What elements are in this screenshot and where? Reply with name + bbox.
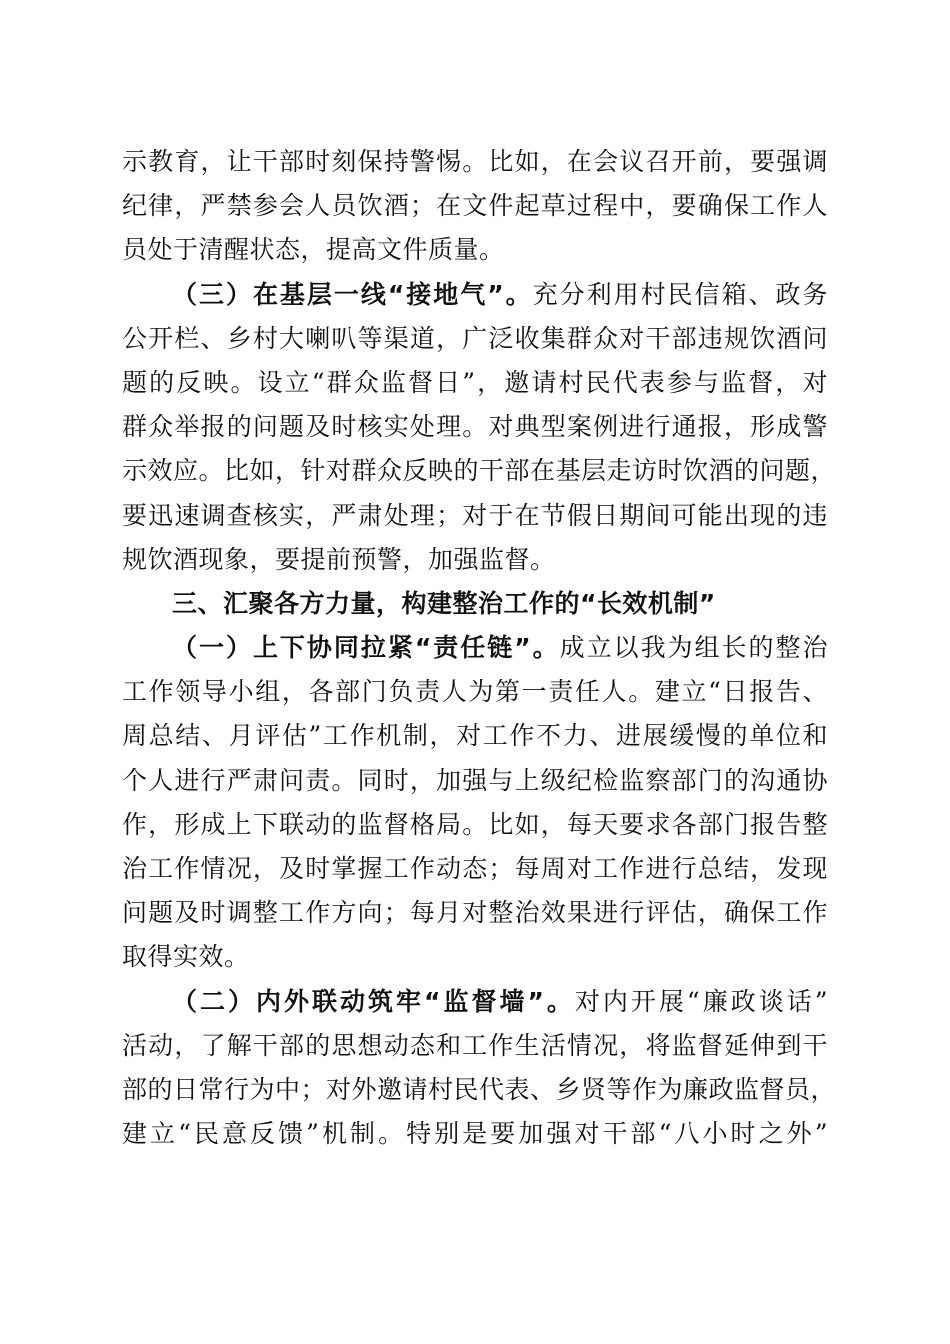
text-line: 规饮酒现象，要提前预警，加强监督。 — [122, 544, 556, 574]
text-line — [122, 626, 828, 670]
text-span: 对内开展“廉政谈话” — [574, 986, 828, 1016]
section-heading: 三、汇聚各方力量，构建整治工作的“长效机制” — [172, 588, 716, 618]
text-line: 群众举报的问题及时核实处理。对典型案例进行通报，形成警 — [122, 412, 828, 442]
paragraph — [122, 273, 837, 582]
text-line: 工作领导小组，各部门负责人为第一责任人。建立“日报告、 — [122, 677, 828, 707]
text-line: 问题及时调整工作方向；每月对整治效果进行评估，确保工作 — [122, 898, 828, 928]
text-line — [122, 980, 828, 1024]
paragraph-lead: （二）内外联动筑牢“监督墙”。 — [172, 986, 575, 1016]
text-line: 取得实效。 — [122, 942, 250, 972]
text-line: 周总结、月评估”工作机制，对工作不力、进展缓慢的单位和 — [122, 721, 828, 751]
text-line: 个人进行严肃问责。同时，加强与上级纪检监察部门的沟通协 — [122, 765, 828, 795]
paragraph-lead: （一）上下协同拉紧“责任链”。 — [172, 633, 560, 663]
text-line: 题的反映。设立“群众监督日”，邀请村民代表参与监督，对 — [122, 367, 828, 397]
text-line: 部的日常行为中；对外邀请村民代表、乡贤等作为廉政监督员， — [122, 1074, 837, 1104]
text-line: 作，形成上下联动的监督格局。比如，每天要求各部门报告整 — [122, 809, 828, 839]
paragraph — [122, 626, 828, 980]
text-line: 建立“民意反馈”机制。特别是要加强对干部“八小时之外” — [122, 1119, 828, 1149]
paragraph-lead: （三）在基层一线“接地气”。 — [172, 279, 533, 309]
document-body — [122, 140, 837, 1156]
text-line: 示教育，让干部时刻保持警惕。比如，在会议召开前，要强调 — [122, 147, 828, 176]
text-line: 治工作情况，及时掌握工作动态；每周对工作进行总结，发现 — [122, 854, 828, 883]
text-line: 示效应。比如，针对群众反映的干部在基层走访时饮酒的问题， — [122, 456, 837, 486]
text-span: 充分利用村民信箱、政务 — [532, 279, 828, 309]
text-line: 纪律，严禁参会人员饮酒；在文件起草过程中，要确保工作人 — [122, 191, 828, 221]
text-line: 员处于清醒状态，提高文件质量。 — [122, 235, 505, 265]
paragraph — [122, 140, 828, 273]
text-line: 公开栏、乡村大喇叭等渠道，广泛收集群众对干部违规饮酒问 — [122, 323, 828, 353]
text-span: 成立以我为组长的整治 — [559, 633, 828, 663]
text-line: 活动，了解干部的思想动态和工作生活情况，将监督延伸到干 — [122, 1030, 828, 1060]
text-line: 要迅速调查核实，严肃处理；对于在节假日期间可能出现的违 — [122, 500, 828, 530]
paragraph — [122, 980, 837, 1157]
text-line — [122, 273, 828, 317]
